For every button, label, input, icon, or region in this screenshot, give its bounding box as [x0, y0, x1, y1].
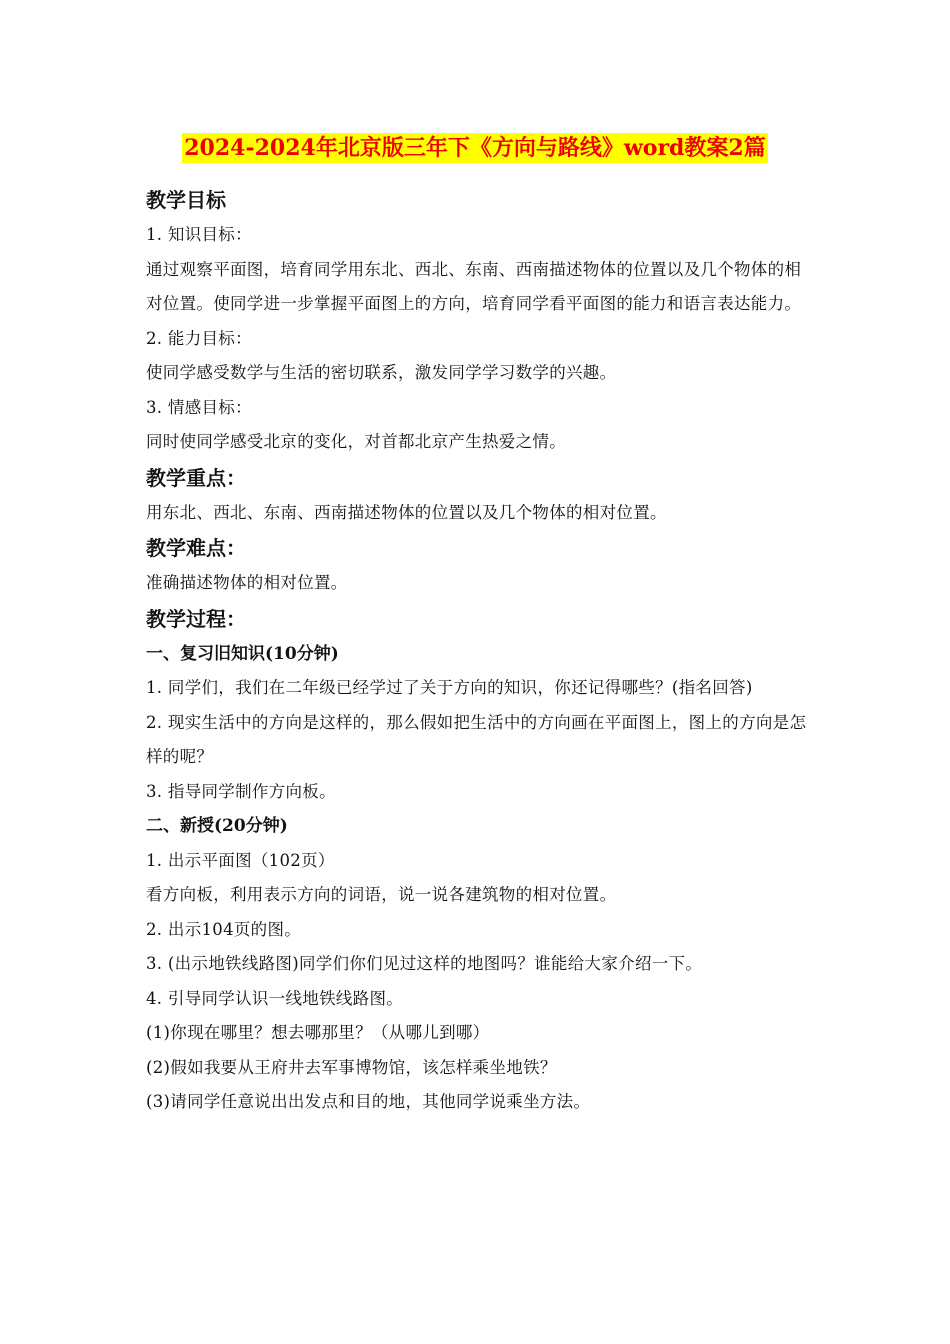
goal2-text: 使同学感受数学与生活的密切联系，激发同学学习数学的兴趣。: [146, 363, 617, 382]
goal3-label: 3. 情感目标：: [146, 397, 252, 417]
document-body: [146, 182, 811, 1120]
new-item-2: 2. 出示104页的图。: [146, 919, 302, 939]
new-item-4-2: (2)假如我要从王府井去军事博物馆，该怎样乘坐地铁？: [146, 1057, 557, 1077]
new-item-1-text: 看方向板，利用表示方向的词语，说一说各建筑物的相对位置。: [146, 885, 617, 904]
key-text: 用东北、西北、东南、西南描述物体的位置以及几个物体的相对位置。: [146, 502, 667, 522]
review-heading: 一、复习旧知识(10分钟): [146, 643, 339, 664]
goal1-text: 通过观察平面图，培育同学用东北、西北、东南、西南描述物体的位置以及几个物体的相对位置。使同学进一步掌握平面图上的方向，培育同学看平面图的能力和语言表达能力。: [146, 259, 802, 313]
review-item-1: 1. 同学们，我们在二年级已经学过了关于方向的知识，你还记得哪些？(指名回答): [146, 678, 753, 697]
goal2-label: 2. 能力目标：: [146, 328, 252, 348]
new-lesson-heading: 二、新授(20分钟): [146, 816, 288, 836]
new-item-4-1: (1)你现在哪里？想去哪那里？（从哪儿到哪）: [146, 1023, 490, 1042]
new-item-4: 4. 引导同学认识一线地铁线路图。: [146, 988, 404, 1008]
difficulty-text: 准确描述物体的相对位置。: [146, 573, 348, 592]
document-title: 2024-2024年北京版三年下《方向与路线》word教案2篇: [184, 135, 766, 161]
review-item-2: 2. 现实生活中的方向是这样的，那么假如把生活中的方向画在平面图上，图上的方向是怎样的呢？: [146, 712, 807, 766]
goal1-label: 1. 知识目标：: [146, 225, 252, 244]
key-heading: 教学重点：: [146, 465, 246, 490]
new-item-3: 3. (出示地铁线路图)同学们你们见过这样的地图吗？谁能给大家介绍一下。: [146, 954, 703, 973]
new-item-4-3: (3)请同学任意说出出发点和目的地，其他同学说乘坐方法。: [146, 1092, 591, 1111]
review-item-3: 3. 指导同学制作方向板。: [146, 781, 336, 801]
new-item-1: 1. 出示平面图（102页）: [146, 850, 335, 870]
goals-heading: 教学目标: [146, 188, 226, 212]
title-wrap: [0, 133, 950, 163]
goal3-text: 同时使同学感受北京的变化，对首都北京产生热爱之情。: [146, 432, 566, 451]
difficulty-heading: 教学难点：: [146, 536, 246, 560]
process-heading: 教学过程：: [146, 606, 246, 631]
